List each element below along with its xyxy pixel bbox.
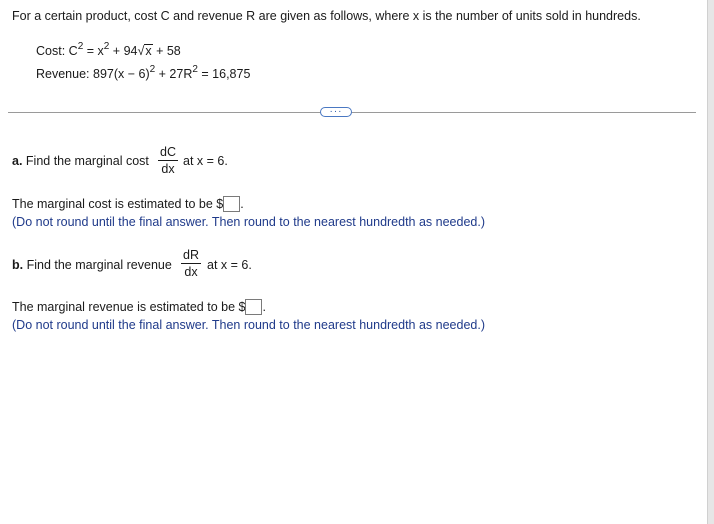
fraction-bar — [181, 263, 201, 264]
vertical-scrollbar[interactable] — [707, 0, 714, 524]
part-a-result-text: The marginal cost is estimated to be $ — [12, 197, 224, 211]
part-a-after: at x = 6. — [183, 154, 228, 168]
cost-c-exponent: 2 — [77, 41, 84, 52]
revenue-label: Revenue: — [36, 67, 90, 81]
part-b-hint: (Do not round until the final answer. Then round to the nearest hundredth as needed.) — [12, 318, 486, 332]
cost-equation — [36, 41, 181, 58]
part-b-after: at x = 6. — [207, 258, 252, 272]
fraction-denominator: dx — [184, 265, 198, 279]
revenue-exponent1: 2 — [149, 64, 156, 75]
revenue-part2: + 27R — [155, 67, 193, 81]
part-b-result — [12, 299, 266, 315]
fraction-dr-dx — [181, 248, 201, 279]
sqrt-symbol: √ — [137, 44, 145, 58]
cost-plus58: + 58 — [152, 44, 181, 58]
section-divider — [8, 112, 696, 113]
problem-statement: For a certain product, cost C and revenue R are given as follows, where x is the number of units sold in hundreds. — [12, 9, 641, 23]
fraction-denominator: dx — [161, 162, 175, 176]
cost-eq-x: = x — [83, 44, 104, 58]
part-b-text: Find the marginal revenue — [23, 258, 172, 272]
part-a-result-end: . — [240, 197, 244, 211]
part-a-hint: (Do not round until the final answer. Then round to the nearest hundredth as needed.) — [12, 215, 486, 229]
fraction-numerator: dR — [183, 248, 199, 262]
more-options-button[interactable]: ··· — [320, 107, 352, 117]
cost-label: Cost: — [36, 44, 66, 58]
fraction-bar — [158, 160, 178, 161]
part-b-result-text: The marginal revenue is estimated to be $ — [12, 300, 246, 314]
cost-plus94: + 94 — [109, 44, 138, 58]
part-b-question — [12, 258, 172, 272]
fraction-numerator: dC — [160, 145, 176, 159]
fraction-dc-dx — [158, 145, 178, 176]
revenue-part3: = 16,875 — [197, 67, 251, 81]
cost-c: C — [68, 44, 78, 58]
revenue-exponent2: 2 — [192, 64, 198, 75]
part-a-question — [12, 154, 149, 168]
part-a-text: Find the marginal cost — [22, 154, 149, 168]
part-b-result-end: . — [262, 300, 266, 314]
part-a-result — [12, 196, 244, 212]
marginal-cost-answer-input[interactable] — [223, 196, 240, 212]
cost-x-exponent: 2 — [103, 41, 110, 52]
marginal-revenue-answer-input[interactable] — [245, 299, 262, 315]
revenue-part1: 897(x − 6) — [89, 67, 150, 81]
part-b-label: b. — [12, 258, 24, 272]
part-a-label: a. — [12, 154, 23, 168]
sqrt-argument: x — [145, 44, 152, 58]
revenue-equation — [36, 64, 251, 81]
